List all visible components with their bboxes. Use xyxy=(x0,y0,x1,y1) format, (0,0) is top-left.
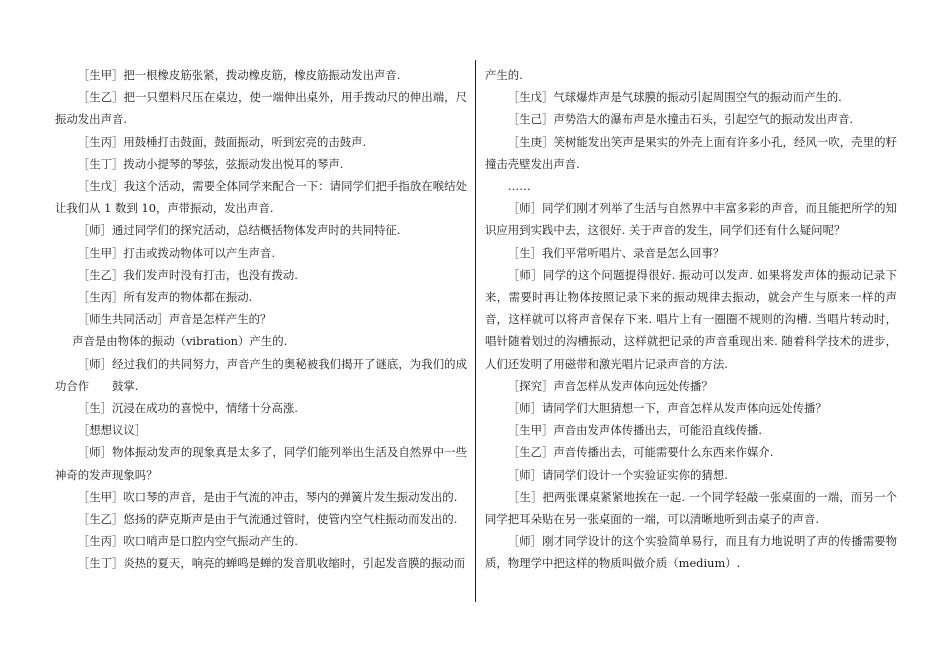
right-column xyxy=(485,64,897,575)
paragraph: ［生甲］把一根橡皮筋张紧，拨动橡皮筋，橡皮筋振动发出声音. xyxy=(77,68,401,82)
left-column xyxy=(55,64,467,575)
paragraph: ［生丙］所有发声的物体都在振动. xyxy=(77,290,253,305)
paragraph: ［师］经过我们的共同努力，声音产生的奥秘被我们揭开了谜底，为我们的成功合作 鼓掌. xyxy=(55,356,467,393)
paragraph: ［生］把两张课桌紧紧地挨在一起. 一个同学轻敲一张桌面的一端，而另一个同学把耳朵贴在另一张桌面的一端，可以清晰地听到击桌子的声音. xyxy=(485,489,897,527)
paragraph: ［生］沉浸在成功的喜悦中，情绪十分高涨. xyxy=(77,401,298,416)
section-heading: ［想想议议］ xyxy=(77,423,147,438)
paragraph: ［生乙］把一只塑料尺压在桌边，使一端伸出桌外，用手拨动尺的伸出端，尺振动发出声音. xyxy=(55,90,467,127)
paragraph: ［生戊］气球爆炸声是气球膜的振动引起周围空气的振动而产生的. xyxy=(507,90,842,105)
paragraph: ［生］我们平常听唱片、录音是怎么回事？ xyxy=(507,245,725,260)
paragraph: ［生丁］炎热的夏天，响亮的蝉鸣是蝉的发音肌收缩时，引起发音膜的振动而 xyxy=(77,556,466,571)
paragraph: ［生乙］悠扬的萨克斯声是由于气流通过管时，使管内空气柱振动而发出的. xyxy=(77,512,458,527)
ellipsis: …… xyxy=(507,179,531,194)
paragraph: ［师］请同学们设计一个实验证实你的猜想. xyxy=(507,467,728,482)
paragraph: ［生己］声势浩大的瀑布声是水撞击石头，引起空气的振动发出声音. xyxy=(507,112,854,127)
paragraph: ［生丁］拨动小提琴的琴弦，弦振动发出悦耳的琴声. xyxy=(77,156,344,171)
paragraph: ［师生共同活动］声音是怎样产生的？ xyxy=(77,312,272,327)
paragraph: ［师］通过同学们的探究活动，总结概括物体发声时的共同特征. xyxy=(77,223,401,238)
column-divider xyxy=(475,60,476,602)
paragraph: ［生甲］吹口琴的声音，是由于气流的冲击，琴内的弹簧片发生振动发出的. xyxy=(77,489,458,504)
paragraph: ［生甲］打击或拨动物体可以产生声音. xyxy=(77,245,276,260)
paragraph: ［生丙］用鼓棰打击鼓面，鼓面振动，听到宏亮的击鼓声. xyxy=(77,134,367,149)
paragraph-continuation: 产生的. xyxy=(485,68,523,82)
paragraph: ［生戊］我这个活动，需要全体同学来配合一下：请同学们把手指放在喉结处让我们从 1 数到 10，声带振动，发出声音. xyxy=(55,179,467,216)
paragraph: ［生丙］吹口哨声是口腔内空气振动产生的. xyxy=(77,534,298,549)
paragraph: ［师］请同学们大胆猜想一下，声音怎样从发声体向远处传播？ xyxy=(507,401,827,416)
section-heading: ［探究］声音怎样从发声体向远处传播？ xyxy=(507,378,713,393)
paragraph: ［师］物体振动发声的现象真是太多了，同学们能列举出生活及自然界中一些神奇的发声现象吗？ xyxy=(55,445,467,482)
paragraph: ［生庚］笑树能发出笑声是果实的外壳上面有许多小孔，经风一吹，壳里的籽撞击壳壁发出声音. xyxy=(485,134,897,171)
paragraph: ［生甲］声音由发声体传播出去，可能沿直线传播. xyxy=(507,423,763,438)
paragraph: ［师］同学们刚才列举了生活与自然界中丰富多彩的声音，而且能把所学的知识应用到实践中去，这很好. 关于声音的发生，同学们还有什么疑问呢？ xyxy=(485,201,897,238)
paragraph: ［生乙］声音传播出去，可能需要什么东西来作媒介. xyxy=(507,445,774,460)
paragraph: ［师］同学的这个问题提得很好. 振动可以发声. 如果将发声体的振动记录下来，需要时再让物体按照记录下来的振动规律去振动，就会产生与原来一样的声音，这样就可以将声音保存下来. 唱片上有一圈圈不规则的沟槽. 当唱片转动时，唱针随着划过的沟槽振动，这样就把记录的声音重现出来. 随着科学技术的进步，人们还发明了用磁带和激光唱片记录声音的方法. xyxy=(485,267,897,371)
paragraph: ［师］刚才同学设计的这个实验简单易行，而且有力地说明了声的传播需要物质，物理学中把这样的物质叫做介质（medium）. xyxy=(485,534,897,571)
definition-statement: 声音是由物体的振动（vibration）产生的. xyxy=(72,334,288,349)
paragraph: ［生乙］我们发声时没有打击，也没有拨动. xyxy=(77,267,298,282)
